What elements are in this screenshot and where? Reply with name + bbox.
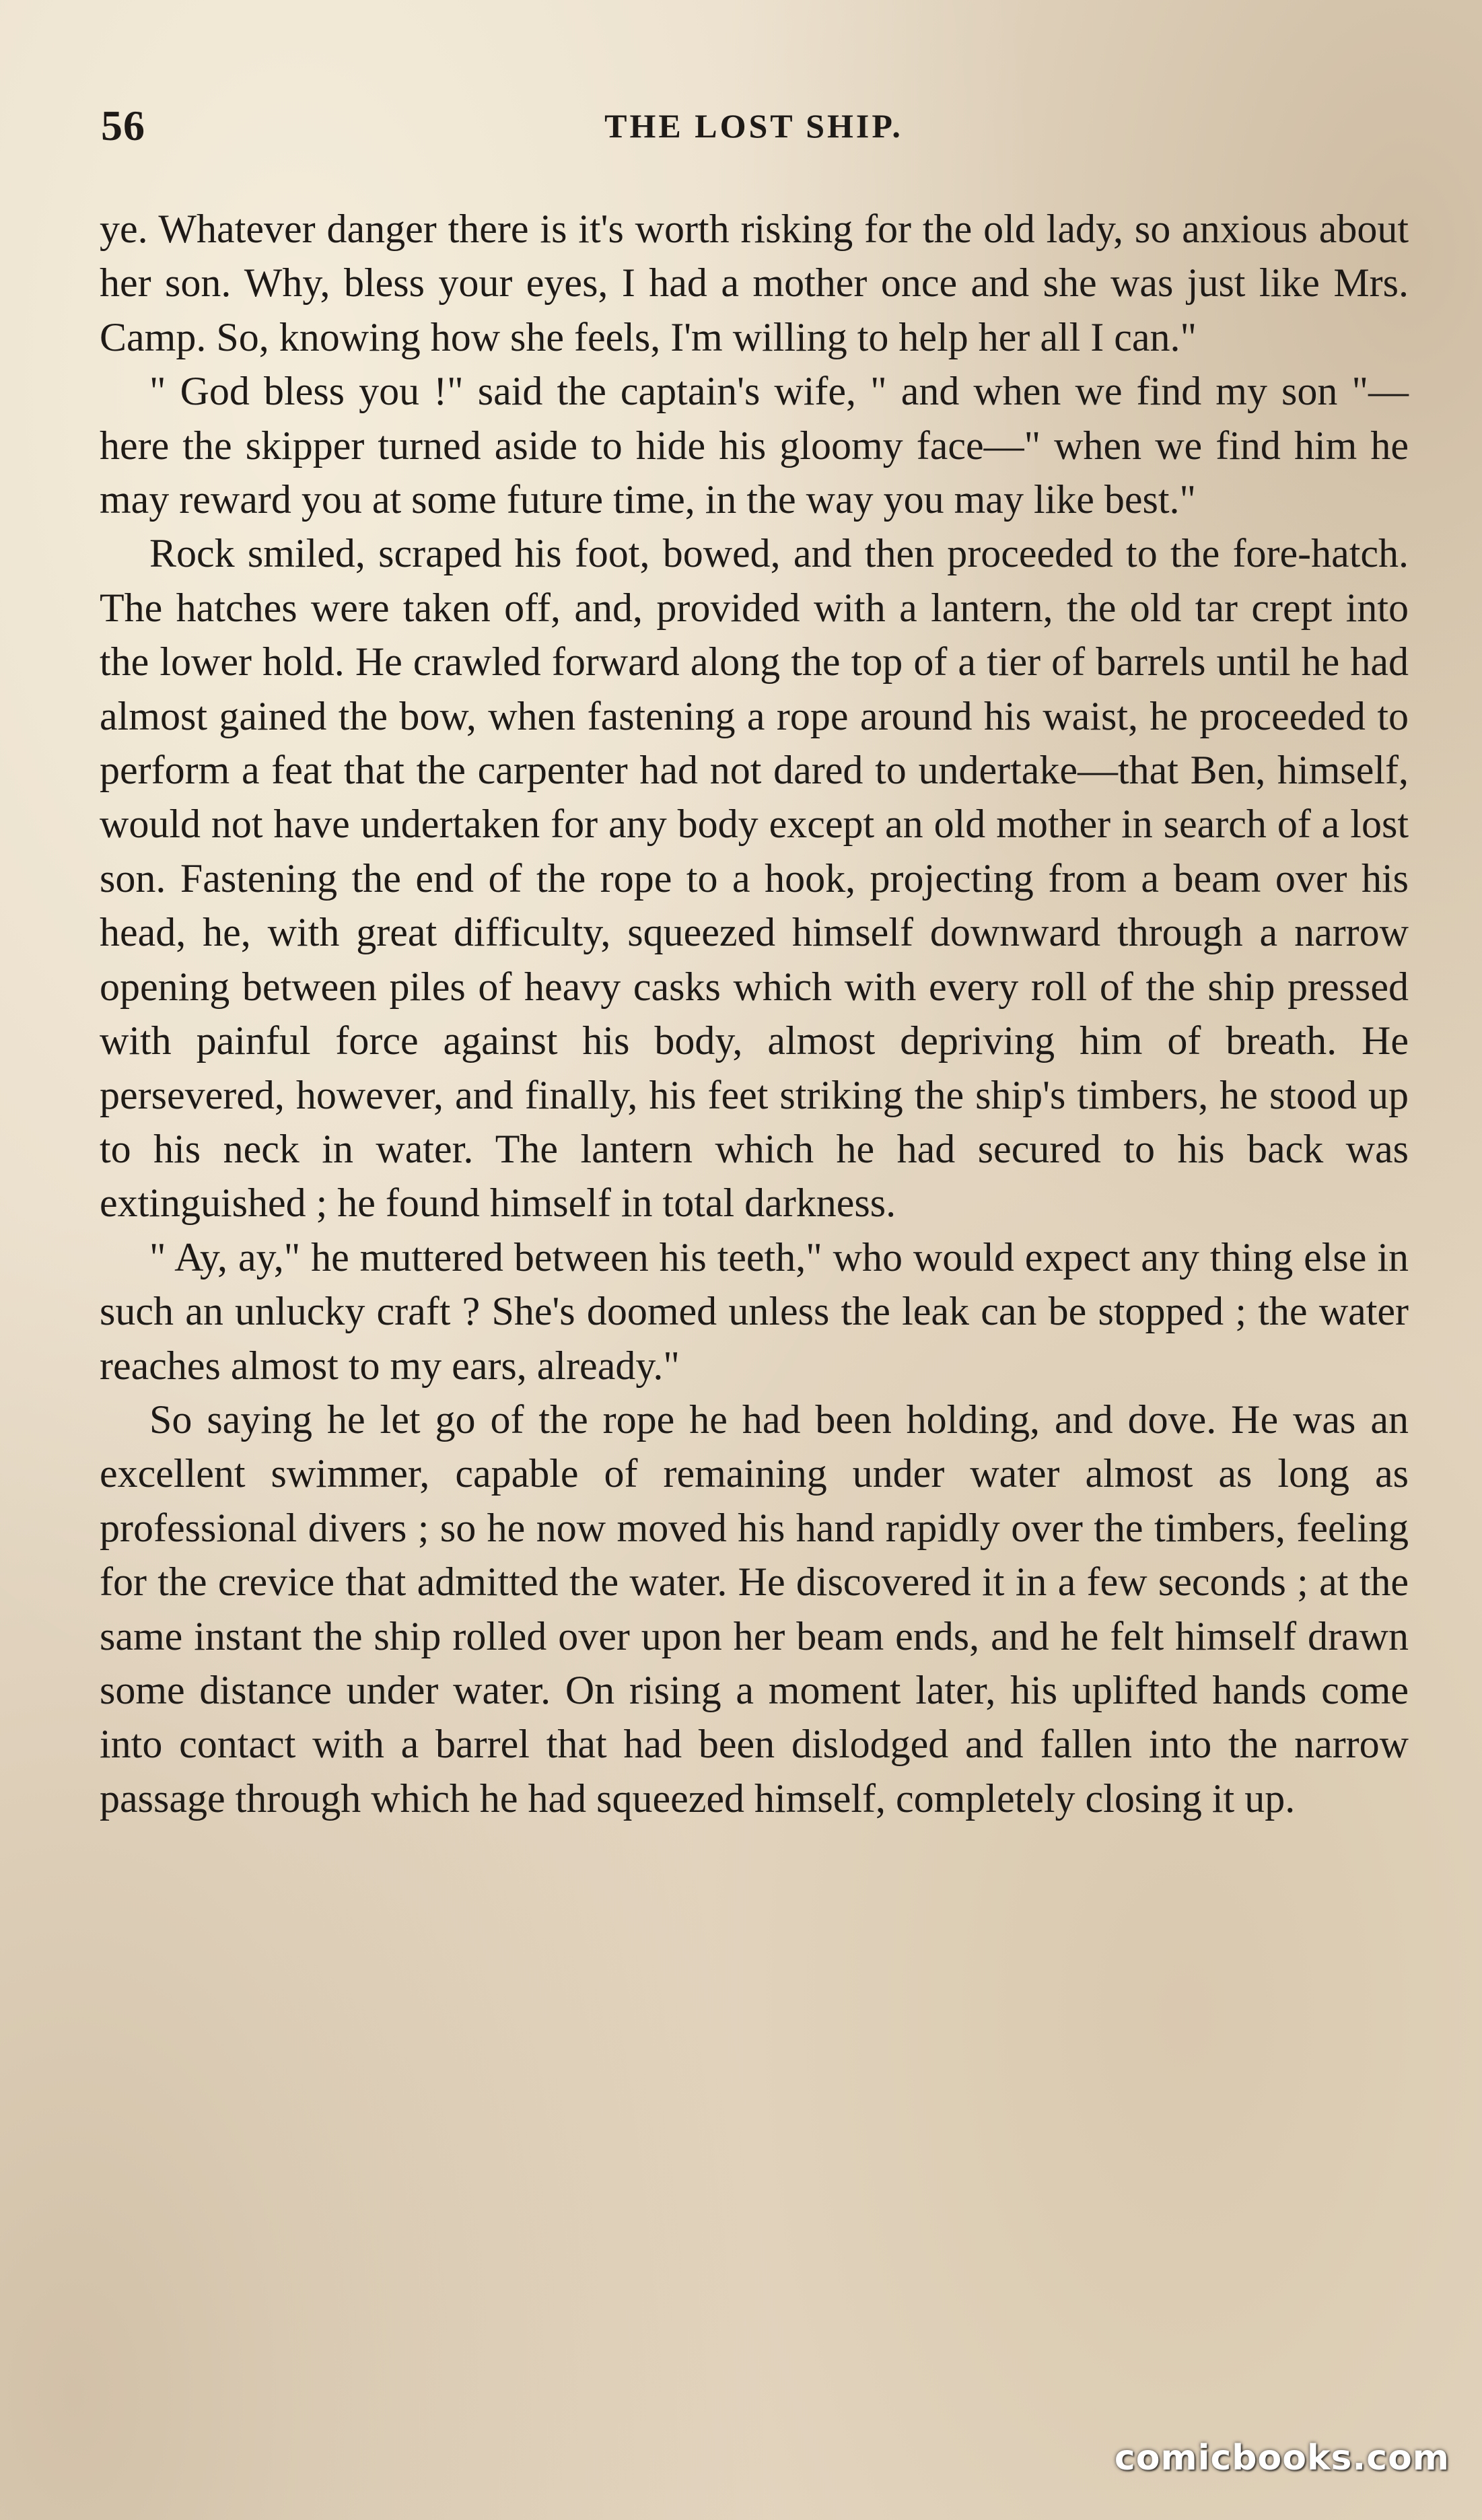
page-number: 56 xyxy=(101,102,145,149)
book-title: THE LOST SHIP. xyxy=(604,107,903,145)
paragraph: Rock smiled, scraped his foot, bowed, and then proceeded to the fore-hatch. The hatches were taken off, and, provided with a lantern, the old tar crept into the lower hold. He crawled forward along the top of a tier of barrels until he had almost gained the bow, when fastening a rope around his waist, he proceeded to perform a feat that the carpenter had not dared to undertake—that Ben, himself, would not have undertaken for any body except an old mother in search of a lost son. Fastening the end of the rope to a hook, projecting from a beam over his head, he, with great difficulty, squeezed himself downward through a narrow opening between piles of heavy casks which with every roll of the ship pressed with painful force against his body, almost depriving him of breath. He persevered, however, and finally, his feet striking the ship's timbers, he stood up to his neck in water. The lantern which he had secured to his back was extinguished ; he found himself in total darkness. xyxy=(100,531,1409,1226)
watermark: comicbooks.com xyxy=(1114,2438,1450,2478)
paragraph-continued: ye. Whatever danger there is it's worth risking for the old lady, so anxious about her son. Why, bless your eyes, I had a mother once and she was just like Mrs. Camp. So, knowing how she feels, I'm willing to help her all I can." xyxy=(100,207,1409,359)
paragraph: " God bless you !" said the captain's wife, " and when we find my son "—here the skipper turned aside to hide his gloomy face—" when we find him he may reward you at some future time, in the way you may like best." xyxy=(100,369,1409,522)
paragraph: " Ay, ay," he muttered between his teeth," who would expect any thing else in such an unlucky craft ? She's doomed unless the leak can be stopped ; the water reaches almost to my ears, already." xyxy=(100,1234,1409,1388)
paragraph: So saying he let go of the rope he had been holding, and dove. He was an excellent swimmer, capable of remaining under water almost as long as professional divers ; so he now moved his hand rapidly over the timbers, feeling for the crevice that admitted the water. He discovered it in a few seconds ; at the same instant the ship rolled over upon her beam ends, and he felt himself drawn some distance under water. On rising a moment later, his uplifted hands come into contact with a barrel that had been dislodged and fallen into the narrow passage through which he had squeezed himself, completely closing it up. xyxy=(100,1397,1409,1821)
body-text xyxy=(100,202,1409,1825)
running-head xyxy=(101,101,1407,155)
